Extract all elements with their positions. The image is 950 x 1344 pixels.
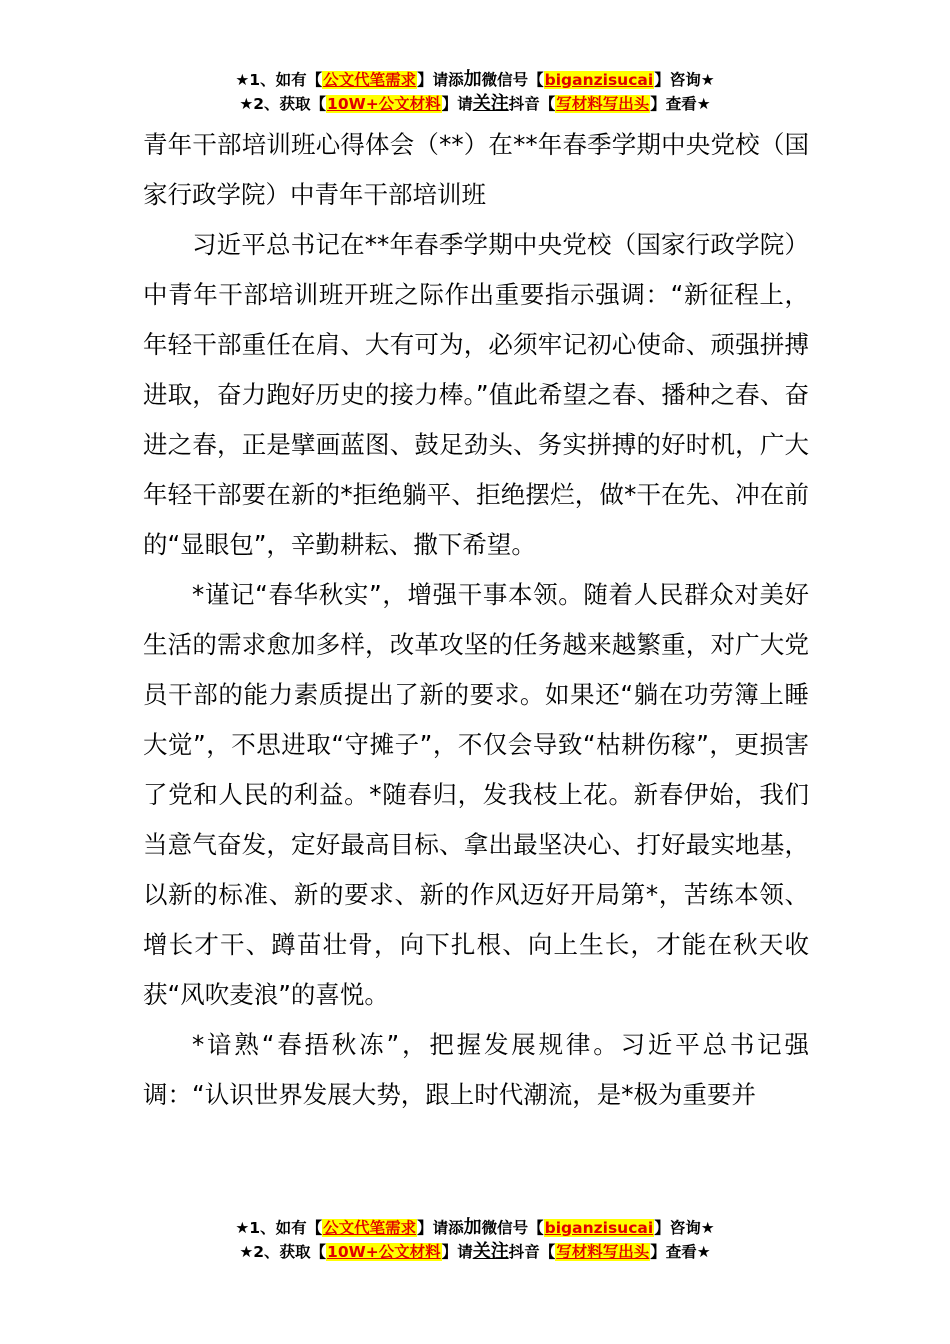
footer-line2-suffix: 】查看★ bbox=[650, 1243, 711, 1261]
header-line1-emph: 加 bbox=[463, 69, 482, 90]
footer-line1-emph: 加 bbox=[463, 1217, 482, 1238]
douyin-account-highlight: 写材料写出头 bbox=[556, 95, 650, 113]
paragraph-3: *谙熟“春捂秋冻”，把握发展规律。习近平总书记强调：“认识世界发展大势，跟上时代潮流，是*极为重要并 bbox=[143, 1030, 809, 1109]
header-line2-mid2: 抖音【 bbox=[508, 95, 556, 113]
footer-line-2 bbox=[0, 1240, 950, 1264]
footer-banner bbox=[0, 1216, 950, 1264]
paragraph-1: 习近平总书记在**年春季学期中央党校（国家行政学院）中青年干部培训班开班之际作出重要指示强调：“新征程上，年轻干部重任在肩、大有可为，必须牢记初心使命、顽强拼搏进取，奋力跑好历史的接力棒。”值此希望之春、播种之春、奋进之春，正是擘画蓝图、鼓足劲头、务实拼搏的好时机，广大年轻干部要在新的*拒绝躺平、拒绝摆烂，做*干在先、冲在前的“显眼包”，辛勤耕耘、撒下希望。 bbox=[143, 230, 809, 559]
footer-line1-mid1: 】请添 bbox=[417, 1219, 464, 1237]
footer-line2-emph: 关注 bbox=[472, 1241, 509, 1262]
header-line1-mid2: 微信号【 bbox=[481, 71, 544, 89]
header-line1-prefix: ★1、如有【 bbox=[235, 71, 323, 89]
footer-service-highlight: 公文代笔需求 bbox=[323, 1219, 417, 1237]
header-banner bbox=[0, 68, 950, 116]
footer-line1-suffix: 】咨询★ bbox=[654, 1219, 715, 1237]
wechat-id-highlight: biganzisucai bbox=[544, 71, 654, 89]
header-line1-mid1: 】请添 bbox=[417, 71, 464, 89]
header-line2-mid1: 】请 bbox=[441, 95, 473, 113]
footer-wechat-id-highlight: biganzisucai bbox=[544, 1219, 654, 1237]
footer-douyin-account-highlight: 写材料写出头 bbox=[556, 1243, 650, 1261]
service-highlight: 公文代笔需求 bbox=[323, 71, 417, 89]
materials-highlight: 10W+公文材料 bbox=[327, 95, 441, 113]
paragraph-2: *谨记“春华秋实”，增强干事本领。随着人民群众对美好生活的需求愈加多样，改革攻坚的任务越来越繁重，对广大党员干部的能力素质提出了新的要求。如果还“躺在功劳簿上睡大觉”，不思进取“守摊子”，不仅会导致“枯耕伤稼”，更损害了党和人民的利益。*随春归，发我枝上花。新春伊始，我们当意气奋发，定好最高目标、拿出最坚决心、打好最实地基，以新的标准、新的要求、新的作风迈好开局第*，苦练本领、增长才干、蹲苗壮骨，向下扎根、向上生长，才能在秋天收获“风吹麦浪”的喜悦。 bbox=[143, 580, 809, 1009]
footer-line1-mid2: 微信号【 bbox=[481, 1219, 544, 1237]
header-line2-emph: 关注 bbox=[472, 93, 509, 114]
header-line1-suffix: 】咨询★ bbox=[654, 71, 715, 89]
footer-line-1 bbox=[0, 1216, 950, 1240]
footer-materials-highlight: 10W+公文材料 bbox=[327, 1243, 441, 1261]
document-title: 青年干部培训班心得体会（**）在**年春季学期中央党校（国家行政学院）中青年干部培训班 bbox=[143, 130, 809, 209]
footer-line2-mid1: 】请 bbox=[441, 1243, 473, 1261]
footer-line1-prefix: ★1、如有【 bbox=[235, 1219, 323, 1237]
header-line2-suffix: 】查看★ bbox=[650, 95, 711, 113]
footer-line2-mid2: 抖音【 bbox=[508, 1243, 556, 1261]
footer-line2-prefix: ★2、获取【 bbox=[239, 1243, 327, 1261]
header-line-1 bbox=[0, 68, 950, 92]
document-body bbox=[143, 120, 809, 1120]
header-line2-prefix: ★2、获取【 bbox=[239, 95, 327, 113]
header-line-2 bbox=[0, 92, 950, 116]
